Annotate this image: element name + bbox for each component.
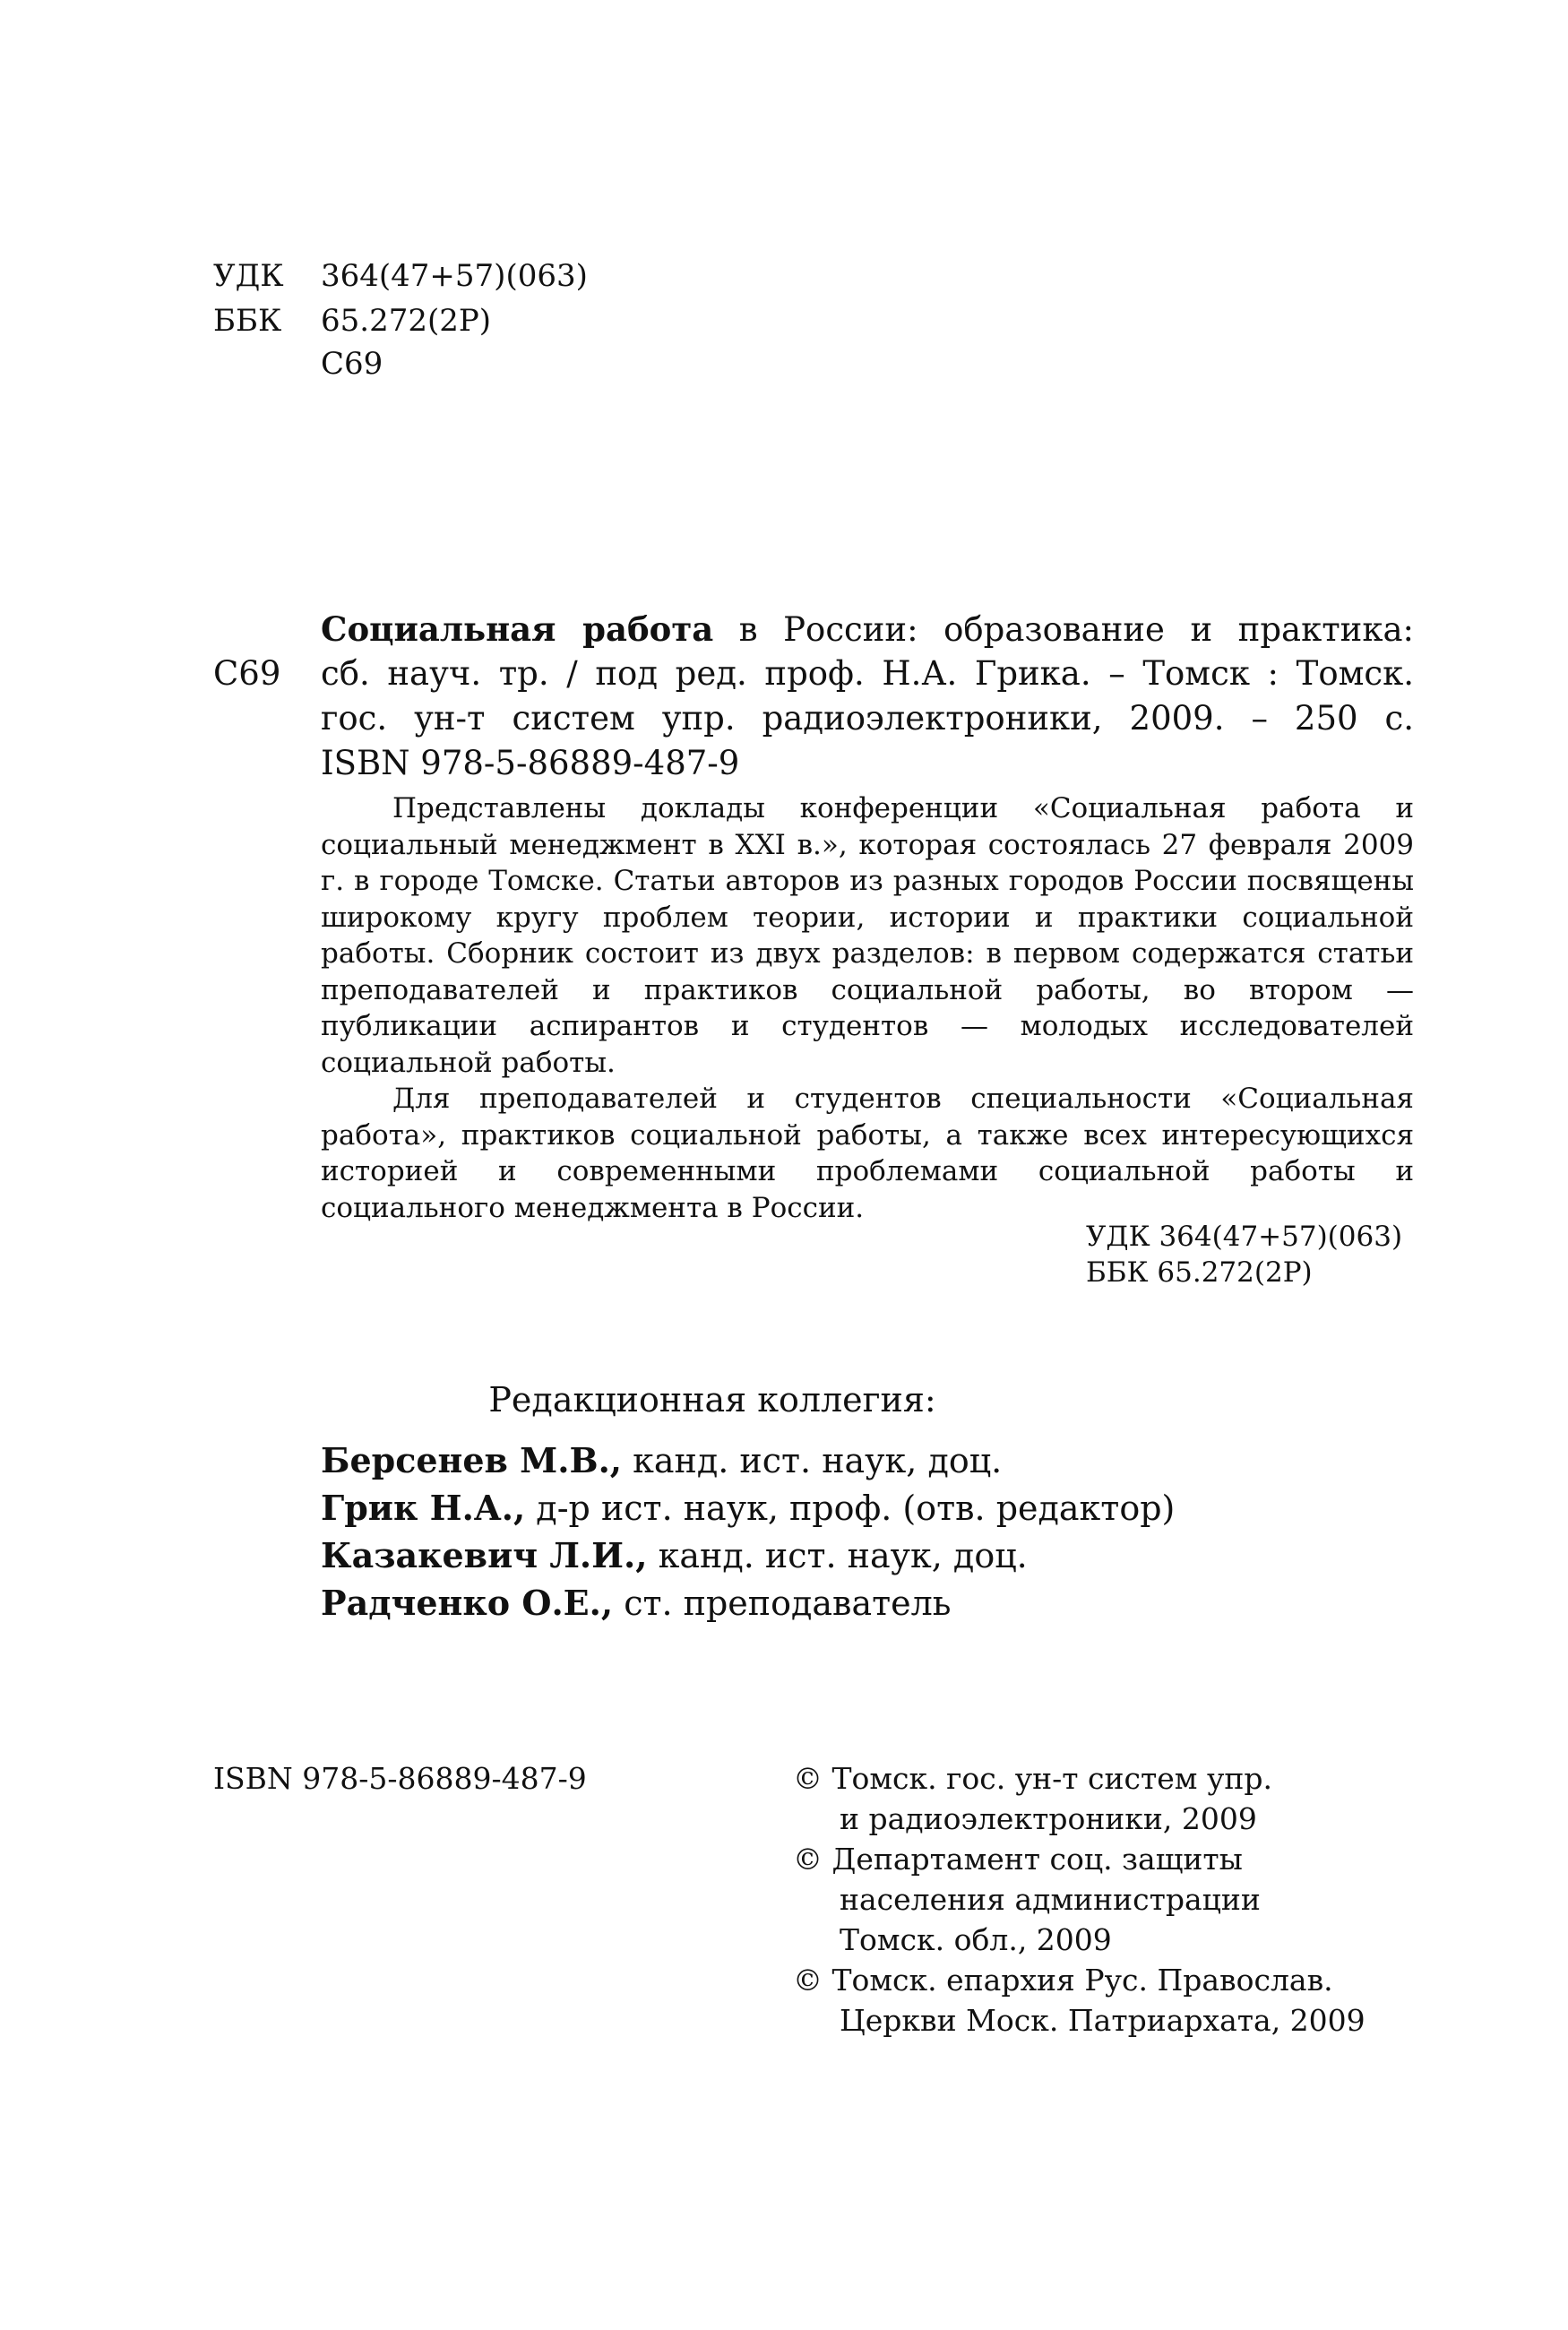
copyright-line: населения администрации	[840, 1882, 1261, 1917]
abstract-bbk: ББК 65.272(2Р)	[1086, 1256, 1313, 1289]
citation-author-mark: С69	[213, 654, 281, 693]
member-role: ст. преподаватель	[613, 1584, 952, 1623]
member-name: Берсенев М.В.,	[321, 1440, 623, 1480]
author-mark-row	[0, 346, 1568, 387]
citation-line-3: гос. ун-т систем упр. радиоэлектроники, 2009. – 250 с.	[321, 699, 1414, 738]
abstract-udk: УДК 364(47+57)(063)	[1086, 1221, 1403, 1253]
copyright-line: Церкви Моск. Патриархата, 2009	[840, 2003, 1366, 2038]
bbk-row	[0, 303, 1568, 344]
footer-isbn: ISBN 978-5-86889-487-9	[213, 1761, 587, 1796]
board-member	[321, 1440, 1002, 1480]
member-name: Радченко О.Е.,	[321, 1583, 614, 1623]
udk-row	[0, 258, 1568, 299]
board-member	[321, 1488, 1175, 1528]
abstract-paragraph-1: Представлены доклады конференции «Социальная работа и социальный менеджмент в XXI в.», которая состоялась 27 февраля 2009 г. в городе Томске. Статьи авторов из разных городов России посвящены широкому кругу проблем теории, истории и практики социальной работы. Сборник состоит из двух разделов: в первом содержатся статьи преподавателей и практиков социальной работы, во втором — публикации аспирантов и студентов — молодых исследователей социальной работы.	[321, 792, 1414, 1079]
copyright-line: Томск. обл., 2009	[840, 1922, 1112, 1957]
board-member	[321, 1535, 1028, 1575]
editorial-board-heading-text: Редакционная коллегия:	[488, 1380, 936, 1420]
member-role: канд. ист. наук, доц.	[647, 1536, 1028, 1575]
member-role: канд. ист. наук, доц.	[622, 1441, 1003, 1480]
citation-line-1	[321, 609, 1414, 649]
copyright-line: и радиоэлектроники, 2009	[840, 1801, 1257, 1836]
board-member	[321, 1583, 951, 1623]
citation-isbn: ISBN 978-5-86889-487-9	[321, 744, 740, 782]
member-role: д-р ист. наук, проф. (отв. редактор)	[525, 1489, 1176, 1528]
abstract	[321, 790, 1414, 1226]
bbk-label: ББК	[213, 303, 282, 339]
member-name: Казакевич Л.И.,	[321, 1535, 648, 1575]
copyright-line: © Томск. епархия Рус. Православ.	[793, 1963, 1333, 1998]
member-name: Грик Н.А.,	[321, 1488, 526, 1528]
bbk-value: 65.272(2Р)	[321, 303, 492, 339]
book-title: Социальная работа	[321, 609, 714, 649]
author-mark: С69	[321, 346, 383, 382]
copyright-line: © Томск. гос. ун-т систем упр.	[793, 1761, 1272, 1796]
copyright-line: © Департамент соц. защиты	[793, 1842, 1243, 1877]
udk-value: 364(47+57)(063)	[321, 258, 588, 294]
udk-label: УДК	[213, 258, 284, 294]
abstract-paragraph-2: Для преподавателей и студентов специальности «Социальная работа», практиков социальной работы, а также всех интересующихся историей и современными проблемами социальной работы и социального менеджмента в России.	[321, 1083, 1414, 1224]
title-rest: в России: образование и практика:	[713, 610, 1414, 649]
citation-line-2: сб. науч. тр. / под ред. проф. Н.А. Грика. – Томск : Томск.	[321, 654, 1414, 693]
editorial-board-heading	[0, 1380, 1568, 1420]
